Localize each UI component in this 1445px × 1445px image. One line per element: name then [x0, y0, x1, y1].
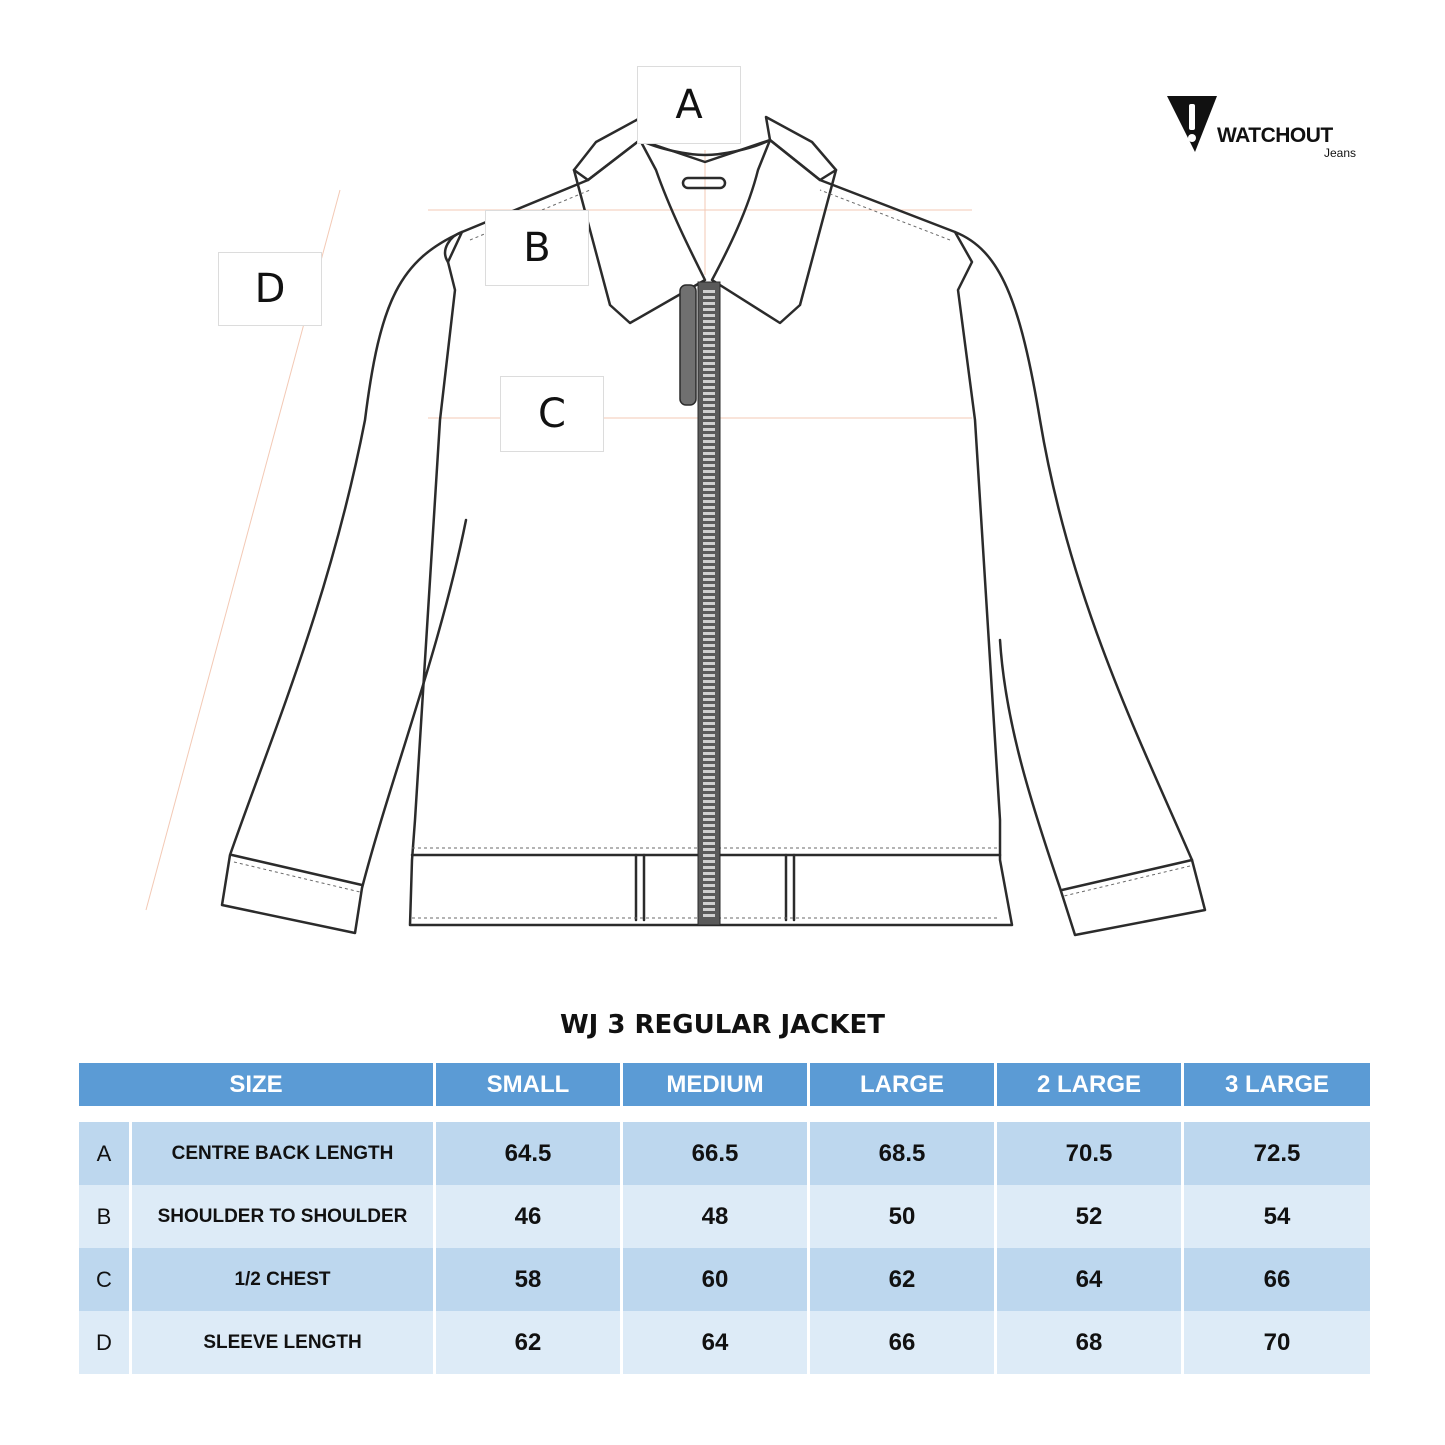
- measurement-name: SLEEVE LENGTH: [132, 1311, 433, 1374]
- measurement-name: SHOULDER TO SHOULDER: [132, 1185, 433, 1248]
- table-cell: 64: [997, 1248, 1181, 1311]
- row-key: A: [79, 1122, 129, 1185]
- measure-label-c: C: [500, 376, 604, 452]
- brand-name: WATCHOUT: [1217, 124, 1333, 147]
- table-cell: 72.5: [1184, 1122, 1370, 1185]
- table-cell: 46: [436, 1185, 620, 1248]
- row-key: B: [79, 1185, 129, 1248]
- table-cell: 48: [623, 1185, 807, 1248]
- measurement-name: CENTRE BACK LENGTH: [132, 1122, 433, 1185]
- column-header: 3 LARGE: [1184, 1063, 1370, 1106]
- zipper-pull: [680, 285, 696, 405]
- column-header: MEDIUM: [623, 1063, 807, 1106]
- table-cell: 66: [1184, 1248, 1370, 1311]
- table-cell: 62: [436, 1311, 620, 1374]
- table-cell: 60: [623, 1248, 807, 1311]
- table-cell: 52: [997, 1185, 1181, 1248]
- row-key: D: [79, 1311, 129, 1374]
- table-row: [79, 1185, 1370, 1248]
- table-row: [79, 1122, 1370, 1185]
- measure-label-b: B: [485, 210, 589, 286]
- table-cell: 66.5: [623, 1122, 807, 1185]
- warning-icon: [1165, 92, 1225, 162]
- measure-label-d: D: [218, 252, 322, 326]
- table-cell: 70: [1184, 1311, 1370, 1374]
- table-cell: 64: [623, 1311, 807, 1374]
- table-header-row: [79, 1063, 1370, 1106]
- table-cell: 68.5: [810, 1122, 994, 1185]
- table-cell: 50: [810, 1185, 994, 1248]
- table-cell: 66: [810, 1311, 994, 1374]
- chart-title: WJ 3 REGULAR JACKET: [559, 1010, 886, 1040]
- table-cell: 70.5: [997, 1122, 1181, 1185]
- column-header: SMALL: [436, 1063, 620, 1106]
- table-cell: 58: [436, 1248, 620, 1311]
- brand-sub: Jeans: [1324, 146, 1357, 160]
- table-cell: 64.5: [436, 1122, 620, 1185]
- table-cell: 62: [810, 1248, 994, 1311]
- table-row: [79, 1311, 1370, 1374]
- table-row: [79, 1248, 1370, 1311]
- column-header: LARGE: [810, 1063, 994, 1106]
- row-key: C: [79, 1248, 129, 1311]
- column-header: SIZE: [79, 1063, 433, 1106]
- size-table: [76, 1063, 1373, 1374]
- table-cell: 54: [1184, 1185, 1370, 1248]
- measure-label-a: A: [637, 66, 741, 144]
- brand-logo: [1165, 92, 1370, 162]
- measurement-name: 1/2 CHEST: [132, 1248, 433, 1311]
- table-cell: 68: [997, 1311, 1181, 1374]
- column-header: 2 LARGE: [997, 1063, 1181, 1106]
